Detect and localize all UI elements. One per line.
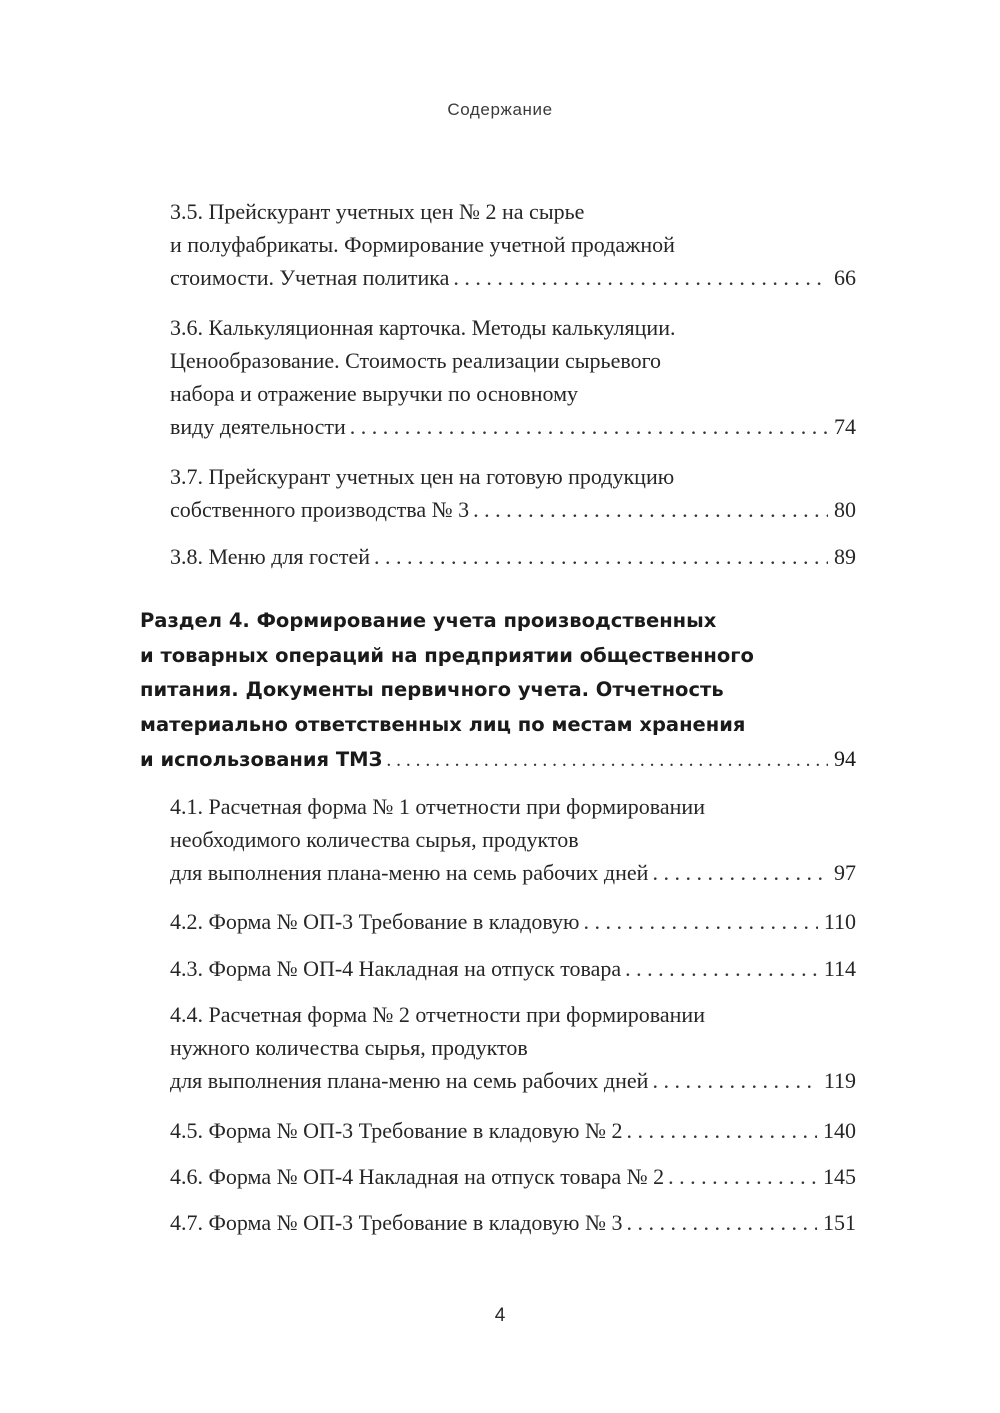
toc-page-number: 151 xyxy=(823,1210,856,1235)
dot-leader xyxy=(382,743,828,779)
toc-page-number: 80 xyxy=(834,497,856,522)
page-number: 4 xyxy=(494,1305,506,1326)
toc-entry-line: 4.2. Форма № ОП-3 Требование в кладовую xyxy=(170,909,580,934)
toc-entry-line: для выполнения плана-меню на семь рабочих дней xyxy=(170,860,649,885)
toc-entry-line: питания. Документы первичного учета. Отчетность xyxy=(140,678,724,701)
toc-entry-3-7[interactable] xyxy=(170,460,856,526)
toc-entry-4-7[interactable] xyxy=(170,1206,856,1239)
dot-leader xyxy=(664,1160,817,1193)
toc-entry-line: 3.8. Меню для гостей xyxy=(170,544,370,569)
dot-leader xyxy=(469,493,828,526)
toc-section-4[interactable] xyxy=(140,604,856,779)
toc-entry-line: набора и отражение выручки по основному xyxy=(170,381,579,406)
toc-entry-line: материально ответственных лиц по местам хранения xyxy=(140,712,746,736)
toc-entry-last-line xyxy=(170,1114,856,1147)
toc-entry-line: 3.6. Калькуляционная карточка. Методы калькуляции. xyxy=(170,315,676,340)
toc-entry-line: 4.6. Форма № ОП-4 Накладная на отпуск товара № 2 xyxy=(170,1164,665,1189)
toc-entry-line: и использования ТМЗ xyxy=(140,748,383,771)
toc-entry-line: виду деятельности xyxy=(170,414,346,439)
toc-entry-4-1[interactable] xyxy=(170,790,856,889)
toc-page-number: 140 xyxy=(823,1118,856,1143)
toc-entry-line: для выполнения плана-меню на семь рабочих дней xyxy=(170,1068,649,1093)
toc-page-number: 94 xyxy=(834,746,856,771)
toc-entry-line: 4.5. Форма № ОП-3 Требование в кладовую № 2 xyxy=(170,1118,623,1143)
dot-leader xyxy=(648,1064,817,1097)
toc-entry-line: стоимости. Учетная политика xyxy=(170,265,450,290)
toc-entry-4-3[interactable] xyxy=(170,952,856,985)
dot-leader xyxy=(622,1206,817,1239)
dot-leader xyxy=(370,540,828,573)
dot-leader xyxy=(648,856,828,889)
toc-page-number: 89 xyxy=(834,544,856,569)
toc-entry-4-4[interactable] xyxy=(170,998,856,1097)
toc-entry-last-line xyxy=(170,1206,856,1239)
toc-entry-line: и товарных операций на предприятии общественного xyxy=(140,643,754,667)
toc-entry-line: 4.7. Форма № ОП-3 Требование в кладовую № 3 xyxy=(170,1210,623,1235)
toc-page-number: 119 xyxy=(823,1068,856,1093)
dot-leader xyxy=(622,1114,817,1147)
dot-leader xyxy=(449,261,828,294)
toc-page-number: 74 xyxy=(834,414,856,439)
toc-entry-4-2[interactable] xyxy=(170,905,856,938)
toc-entry-4-6[interactable] xyxy=(170,1160,856,1193)
toc-page-number: 145 xyxy=(823,1164,856,1189)
toc-entry-line: 4.1. Расчетная форма № 1 отчетности при формировании xyxy=(170,794,705,819)
toc-entry-line: Ценообразование. Стоимость реализации сырьевого xyxy=(170,348,662,373)
toc-entry-last-line xyxy=(170,856,856,889)
toc-entry-last-line xyxy=(170,540,856,573)
dot-leader xyxy=(346,410,828,443)
toc-entry-line: собственного производства № 3 xyxy=(170,497,470,522)
dot-leader xyxy=(580,905,818,938)
toc-entry-line: 4.4. Расчетная форма № 2 отчетности при формировании xyxy=(170,1002,705,1027)
toc-entry-4-5[interactable] xyxy=(170,1114,856,1147)
toc-entry-last-line xyxy=(170,1160,856,1193)
toc-page-number: 66 xyxy=(834,265,856,290)
dot-leader xyxy=(621,952,818,985)
toc-page-number: 97 xyxy=(834,860,856,885)
running-title: Содержание xyxy=(447,100,553,119)
toc-entry-last-line xyxy=(140,742,856,779)
toc-page-number: 114 xyxy=(823,956,856,981)
toc-entry-last-line xyxy=(170,410,856,443)
toc-entry-last-line xyxy=(170,905,856,938)
toc-entry-line: 4.3. Форма № ОП-4 Накладная на отпуск товара xyxy=(170,956,622,981)
toc-entry-last-line xyxy=(170,1064,856,1097)
toc-entry-last-line xyxy=(170,493,856,526)
toc-entry-line: 3.5. Прейскурант учетных цен № 2 на сырье xyxy=(170,199,585,224)
toc-entry-3-8[interactable] xyxy=(170,540,856,573)
toc-page-number: 110 xyxy=(823,909,856,934)
toc-entry-line: Раздел 4. Формирование учета производственных xyxy=(140,609,717,632)
toc-entry-3-6[interactable] xyxy=(170,311,856,443)
toc-entry-line: необходимого количества сырья, продуктов xyxy=(170,827,579,852)
toc-entry-last-line xyxy=(170,261,856,294)
toc-entry-line: нужного количества сырья, продуктов xyxy=(170,1035,528,1060)
toc-entry-line: и полуфабрикаты. Формирование учетной продажной xyxy=(170,232,675,257)
toc-entry-line: 3.7. Прейскурант учетных цен на готовую продукцию xyxy=(170,464,675,489)
toc-entry-3-5[interactable] xyxy=(170,195,856,294)
toc-entry-last-line xyxy=(170,952,856,985)
